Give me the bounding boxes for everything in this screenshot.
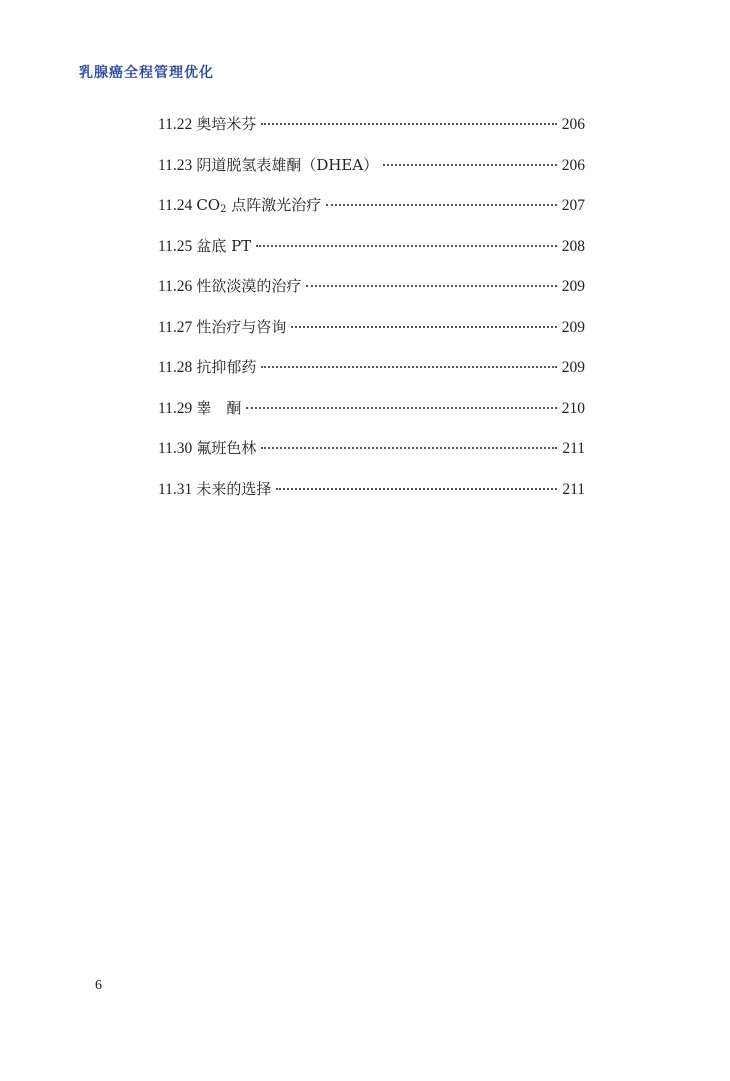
toc-entry: [158, 151, 585, 192]
toc-entry-number: 11.30: [158, 440, 193, 457]
toc-dot-leader: [383, 164, 557, 166]
toc-entry-page: 211: [562, 480, 585, 498]
toc-entry: [158, 475, 585, 516]
toc-entry-title: 性欲淡漠的治疗: [196, 277, 302, 295]
toc-entry-page: 209: [561, 359, 585, 376]
toc-entry-title: 盆底 PT: [196, 236, 252, 255]
toc-entry: [158, 313, 585, 354]
toc-entry-page: 206: [561, 116, 585, 133]
toc-entry-page: 209: [561, 278, 585, 295]
toc-dot-leader: [326, 204, 556, 206]
toc-entry: [158, 110, 585, 151]
toc-entry: [158, 394, 585, 435]
toc-entry-number: 11.26: [158, 278, 193, 295]
toc-entry-number: 11.27: [158, 318, 193, 336]
toc-entry: [158, 353, 585, 394]
toc-entry-title: [196, 191, 321, 224]
toc-title-prefix: CO: [196, 196, 221, 214]
toc-dot-leader: [306, 285, 556, 287]
toc-entry-number: 11.31: [158, 480, 193, 498]
toc-entry-title: 奥培米芬: [196, 115, 257, 133]
toc-dot-leader: [276, 488, 557, 490]
toc-entry-page: 211: [562, 440, 585, 457]
toc-entry: [158, 232, 585, 273]
toc-entry-title: 抗抑郁药: [196, 358, 257, 376]
toc-title-subscript: 2: [220, 204, 227, 215]
toc-entry-title: 性治疗与咨询: [196, 317, 287, 336]
toc-entry-number: 11.28: [158, 359, 193, 376]
toc-entry-page: 206: [561, 156, 585, 174]
running-header: 乳腺癌全程管理优化: [79, 65, 214, 81]
toc-entry: [158, 191, 585, 232]
toc-dot-leader: [256, 245, 557, 247]
toc-dot-leader: [291, 326, 556, 328]
toc-dot-leader: [261, 447, 557, 449]
toc-entry-title: 睾 酮: [196, 398, 242, 417]
toc-entry-title: 未来的选择: [196, 479, 272, 498]
toc-dot-leader: [246, 407, 556, 409]
toc-entry-page: 209: [561, 318, 585, 336]
toc-entry-title: 阴道脱氢表雄酮（DHEA）: [196, 155, 379, 174]
toc-entry-number: 11.22: [158, 116, 193, 133]
toc-title-suffix: 点阵激光治疗: [231, 196, 322, 214]
toc-dot-leader: [261, 123, 556, 125]
toc-entry-number: 11.23: [158, 156, 193, 174]
table-of-contents: [158, 110, 585, 515]
toc-entry-page: 208: [561, 237, 585, 255]
toc-entry-number: 11.29: [158, 399, 193, 417]
page-number: 6: [95, 978, 102, 993]
toc-entry-page: 207: [561, 197, 585, 214]
toc-entry-number: 11.25: [158, 237, 193, 255]
toc-entry: [158, 272, 585, 313]
toc-entry-page: 210: [561, 399, 585, 417]
toc-dot-leader: [261, 366, 556, 368]
toc-entry: [158, 434, 585, 475]
toc-entry-number: 11.24: [158, 197, 193, 214]
toc-entry-title: 氟班色林: [196, 439, 257, 457]
